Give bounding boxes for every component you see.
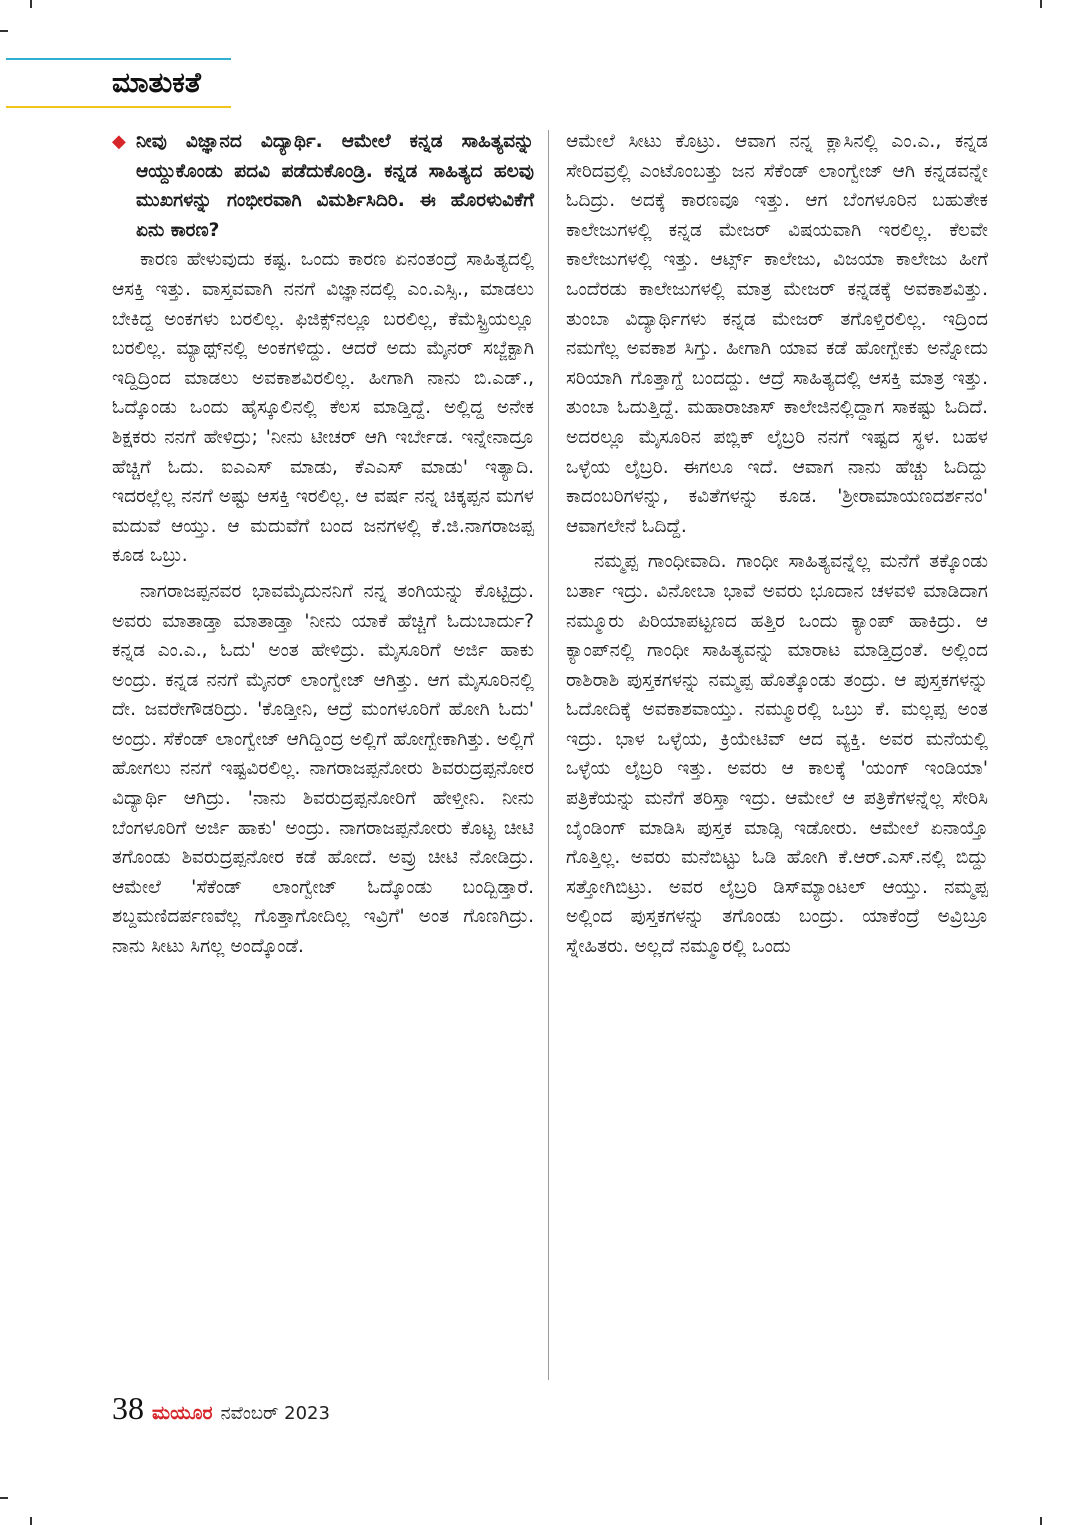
crop-mark-bottom-left	[30, 1517, 32, 1525]
magazine-logo: ಮಯೂರ	[152, 1402, 213, 1424]
page-number: 38	[112, 1390, 144, 1426]
answer-paragraph: ಕಾರಣ ಹೇಳುವುದು ಕಷ್ಟ. ಒಂದು ಕಾರಣ ಏನಂತಂದ್ರೆ ಸಾಹಿತ್ಯದಲ್ಲಿ ಆಸಕ್ತಿ ಇತ್ತು. ವಾಸ್ತವವಾಗಿ ನನಗೆ ವಿಜ್ಞಾನದಲ್ಲಿ ಎಂ.ಎಸ್ಸಿ., ಮಾಡಲು ಬೇಕಿದ್ದ ಅಂಕಗಳು ಬರಲಿಲ್ಲ. ಫಿಜಿಕ್ಸ್‌ನಲ್ಲೂ ಬರಲಿಲ್ಲ, ಕೆಮೆಸ್ಟ್ರಿಯಲ್ಲೂ ಬರಲಿಲ್ಲ. ಮ್ಯಾಥ್ಸ್‌ನಲ್ಲಿ ಅಂಕಗಳಿದ್ದು. ಆದರೆ ಅದು ಮೈನರ್ ಸಬ್ಜೆಕ್ಟಾಗಿ ಇದ್ದಿದ್ರಿಂದ ಮಾಡಲು ಅವಕಾಶವಿರಲಿಲ್ಲ. ಹೀಗಾಗಿ ನಾನು ಬಿ.ಎಡ್., ಓದ್ಕೊಂಡು ಒಂದು ಹೈಸ್ಕೂಲಿನಲ್ಲಿ ಕೆಲಸ ಮಾಡ್ತಿದ್ದೆ. ಅಲ್ಲಿದ್ದ ಅನೇಕ ಶಿಕ್ಷಕರು ನನಗೆ ಹೇಳಿದ್ರು; 'ನೀನು ಟೀಚರ್ ಆಗಿ ಇರ್ಬೇಡ. ಇನ್ನೇನಾದ್ರೂ ಹೆಚ್ಚಿಗೆ ಓದು. ಐಎಎಸ್ ಮಾಡು, ಕೆಎಎಸ್ ಮಾಡು' ಇತ್ಯಾದಿ. ಇದರಲ್ಲೆಲ್ಲ ನನಗೆ ಅಷ್ಟು ಆಸಕ್ತಿ ಇರಲಿಲ್ಲ. ಆ ವರ್ಷ ನನ್ನ ಚಿಕ್ಕಪ್ಪನ ಮಗಳ ಮದುವೆ ಆಯ್ತು. ಆ ಮದುವೆಗೆ ಬಂದ ಜನಗಳಲ್ಲಿ ಕೆ.ಜಿ.ನಾಗರಾಜಪ್ಪ ಕೂಡ ಒಬ್ರು.	[112, 249, 534, 567]
crop-mark-left-lower	[0, 1497, 8, 1499]
crop-mark-top-left	[30, 0, 32, 8]
answer-paragraph: ನಾಗರಾಜಪ್ಪನವರ ಭಾವಮೈದುನನಿಗೆ ನನ್ನ ತಂಗಿಯನ್ನು ಕೊಟ್ಟಿದ್ರು. ಅವರು ಮಾತಾಡ್ತಾ ಮಾತಾಡ್ತಾ 'ನೀನು ಯಾಕೆ ಹೆಚ್ಚಿಗೆ ಓದುಬಾರ್ದು? ಕನ್ನಡ ಎಂ.ಎ., ಓದು' ಅಂತ ಹೇಳಿದ್ರು. ಮೈಸೂರಿಗೆ ಅರ್ಜಿ ಹಾಕು ಅಂದ್ರು. ಕನ್ನಡ ನನಗೆ ಮೈನರ್ ಲಾಂಗ್ವೇಜ್ ಆಗಿತ್ತು. ಆಗ ಮೈಸೂರಿನಲ್ಲಿ ದೇ. ಜವರೇಗೌಡರಿದ್ರು. 'ಕೊಡ್ತೀನಿ, ಆದ್ರೆ ಮಂಗಳೂರಿಗೆ ಹೋಗಿ ಓದು' ಅಂದ್ರು. ಸೆಕೆಂಡ್ ಲಾಂಗ್ವೇಜ್ ಆಗಿದ್ದಿಂದ್ರ ಅಲ್ಲಿಗೆ ಹೋಗ್ಬೇಕಾಗಿತ್ತು. ಅಲ್ಲಿಗೆ ಹೋಗಲು ನನಗೆ ಇಷ್ಟವಿರಲಿಲ್ಲ. ನಾಗರಾಜಪ್ಪನೋರು ಶಿವರುದ್ರಪ್ಪನೋರ ವಿದ್ಯಾರ್ಥಿ ಆಗಿದ್ರು. 'ನಾನು ಶಿವರುದ್ರಪ್ಪನೋರಿಗೆ ಹೇಳ್ತೀನಿ. ನೀನು ಬೆಂಗಳೂರಿಗೆ ಅರ್ಜಿ ಹಾಕು' ಅಂದ್ರು. ನಾಗರಾಜಪ್ಪನೋರು ಕೊಟ್ಟ ಚೀಟಿ ತಗೊಂಡು ಶಿವರುದ್ರಪ್ಪನೋರ ಕಡೆ ಹೋದೆ. ಅವ್ರು ಚೀಟಿ ನೋಡಿದ್ರು. ಆಮೇಲೆ 'ಸೆಕೆಂಡ್ ಲಾಂಗ್ವೇಜ್ ಓದ್ಕೊಂಡು ಬಂದ್ಬಿಡ್ತಾರೆ. ಶಬ್ದಮಣಿದರ್ಪಣವೆಲ್ಲ ಗೊತ್ತಾಗೋದಿಲ್ಲ ಇವ್ರಿಗೆ' ಅಂತ ಗೊಣಗಿದ್ರು. ನಾನು ಸೀಟು ಸಿಗಲ್ಲ ಅಂದ್ಕೊಂಡೆ.	[112, 580, 534, 958]
crop-mark-bottom-right	[1040, 1517, 1042, 1525]
article-column-right	[566, 127, 988, 962]
crop-mark-left-upper	[0, 30, 8, 32]
diamond-bullet-icon: ◆	[112, 131, 126, 152]
header-rule-top	[6, 58, 231, 60]
header-rule-bottom	[6, 106, 231, 108]
answer-paragraph: ಆಮೇಲೆ ಸೀಟು ಕೊಟ್ರು. ಆವಾಗ ನನ್ನ ಕ್ಲಾಸಿನಲ್ಲಿ ಎಂ.ಎ., ಕನ್ನಡ ಸೇರಿದವ್ರಲ್ಲಿ ಎಂಟೊಂಬತ್ತು ಜನ ಸೆಕೆಂಡ್ ಲಾಂಗ್ವೇಜ್ ಆಗಿ ಕನ್ನಡವನ್ನೇ ಓದಿದ್ರು. ಅದಕ್ಕೆ ಕಾರಣವೂ ಇತ್ತು. ಆಗ ಬೆಂಗಳೂರಿನ ಬಹುತೇಕ ಕಾಲೇಜುಗಳಲ್ಲಿ ಕನ್ನಡ ಮೇಜರ್ ವಿಷಯವಾಗಿ ಇರಲಿಲ್ಲ. ಕೆಲವೇ ಕಾಲೇಜುಗಳಲ್ಲಿ ಇತ್ತು. ಆರ್ಟ್ಸ್ ಕಾಲೇಜು, ವಿಜಯಾ ಕಾಲೇಜು ಹೀಗೆ ಒಂದೆರಡು ಕಾಲೇಜುಗಳಲ್ಲಿ ಮಾತ್ರ ಮೇಜರ್ ಕನ್ನಡಕ್ಕೆ ಅವಕಾಶವಿತ್ತು. ತುಂಬಾ ವಿದ್ಯಾರ್ಥಿಗಳು ಕನ್ನಡ ಮೇಜರ್ ತಗೊಳ್ತಿರಲಿಲ್ಲ. ಇದ್ರಿಂದ ನಮಗೆಲ್ಲ ಅವಕಾಶ ಸಿಗ್ತು. ಹೀಗಾಗಿ ಯಾವ ಕಡೆ ಹೋಗ್ಬೇಕು ಅನ್ನೋದು ಸರಿಯಾಗಿ ಗೊತ್ತಾಗ್ದೆ ಬಂದದ್ದು. ಆದ್ರೆ ಸಾಹಿತ್ಯದಲ್ಲಿ ಆಸಕ್ತಿ ಮಾತ್ರ ಇತ್ತು. ತುಂಬಾ ಓದುತ್ತಿದ್ದೆ. ಮಹಾರಾಜಾಸ್ ಕಾಲೇಜಿನಲ್ಲಿದ್ದಾಗ ಸಾಕಷ್ಟು ಓದಿದೆ. ಅದರಲ್ಲೂ ಮೈಸೂರಿನ ಪಬ್ಲಿಕ್ ಲೈಬ್ರರಿ ನನಗೆ ಇಷ್ಟದ ಸ್ಥಳ. ಬಹಳ ಒಳ್ಳೆಯ ಲೈಬ್ರರಿ. ಈಗಲೂ ಇದೆ. ಆವಾಗ ನಾನು ಹೆಚ್ಚು ಓದಿದ್ದು ಕಾದಂಬರಿಗಳನ್ನು, ಕವಿತೆಗಳನ್ನು ಕೂಡ. 'ಶ್ರೀರಾಮಾಯಣದರ್ಶನಂ' ಆವಾಗಲೇನೆ ಓದಿದ್ದೆ.	[566, 131, 988, 537]
article-column-left	[112, 127, 534, 962]
interview-question	[112, 127, 534, 245]
section-title: ಮಾತುಕತೆ	[112, 66, 201, 99]
answer-paragraph: ನಮ್ಮಪ್ಪ ಗಾಂಧೀವಾದಿ. ಗಾಂಧೀ ಸಾಹಿತ್ಯವನ್ನೆಲ್ಲ ಮನೆಗೆ ತಕ್ಕೊಂಡು ಬರ್ತಾ ಇದ್ರು. ವಿನೋಬಾ ಭಾವೆ ಅವರು ಭೂದಾನ ಚಳವಳಿ ಮಾಡಿದಾಗ ನಮ್ಮೂರು ಪಿರಿಯಾಪಟ್ಟಣದ ಹತ್ತಿರ ಒಂದು ಕ್ಯಾಂಪ್ ಹಾಕಿದ್ರು. ಆ ಕ್ಯಾಂಪ್‌ನಲ್ಲಿ ಗಾಂಧೀ ಸಾಹಿತ್ಯವನ್ನು ಮಾರಾಟ ಮಾಡ್ತಿದ್ರಂತೆ. ಅಲ್ಲಿಂದ ರಾಶಿರಾಶಿ ಪುಸ್ತಕಗಳನ್ನು ನಮ್ಮಪ್ಪ ಹೊತ್ಕೊಂಡು ತಂದ್ರು. ಆ ಪುಸ್ತಕಗಳನ್ನು ಓದೋದಿಕ್ಕೆ ಅವಕಾಶವಾಯ್ತು. ನಮ್ಮೂರಲ್ಲಿ ಒಬ್ರು ಕೆ. ಮಲ್ಲಪ್ಪ ಅಂತ ಇದ್ರು. ಭಾಳ ಒಳ್ಳೆಯ, ಕ್ರಿಯೇಟಿವ್ ಆದ ವ್ಯಕ್ತಿ. ಅವರ ಮನೆಯಲ್ಲಿ ಒಳ್ಳೆಯ ಲೈಬ್ರರಿ ಇತ್ತು. ಅವರು ಆ ಕಾಲಕ್ಕೆ 'ಯಂಗ್ ಇಂಡಿಯಾ' ಪತ್ರಿಕೆಯನ್ನು ಮನೆಗೆ ತರಿಸ್ತಾ ಇದ್ರು. ಆಮೇಲೆ ಆ ಪತ್ರಿಕೆಗಳನ್ನೆಲ್ಲ ಸೇರಿಸಿ ಬೈಂಡಿಂಗ್ ಮಾಡಿಸಿ ಪುಸ್ತಕ ಮಾಡ್ಸಿ ಇಡೋರು. ಆಮೇಲೆ ಏನಾಯ್ತೊ ಗೊತ್ತಿಲ್ಲ. ಅವರು ಮನೆಬಿಟ್ಟು ಓಡಿ ಹೋಗಿ ಕೆ.ಆರ್.ಎಸ್.ನಲ್ಲಿ ಬಿದ್ದು ಸತ್ತೋಗಿಬಿಟ್ರು. ಅವರ ಲೈಬ್ರರಿ ಡಿಸ್‌ಮ್ಯಾಂಟಲ್ ಆಯ್ತು. ನಮ್ಮಪ್ಪ ಅಲ್ಲಿಂದ ಪುಸ್ತಕಗಳನ್ನು ತಗೊಂಡು ಬಂದ್ರು. ಯಾಕೆಂದ್ರೆ ಅವ್ರಿಬ್ರೂ ಸ್ನೇಹಿತರು. ಅಲ್ಲದೆ ನಮ್ಮೂರಲ್ಲಿ ಒಂದು	[566, 551, 988, 958]
page-footer	[112, 1390, 330, 1430]
crop-mark-top-right	[1040, 0, 1042, 8]
issue-date: ನವೆಂಬರ್ 2023	[220, 1403, 330, 1424]
column-divider	[548, 130, 549, 1380]
question-text: ನೀವು ವಿಜ್ಞಾನದ ವಿದ್ಯಾರ್ಥಿ. ಆಮೇಲೆ ಕನ್ನಡ ಸಾಹಿತ್ಯವನ್ನು ಆಯ್ದುಕೊಂಡು ಪದವಿ ಪಡೆದುಕೊಂಡ್ರಿ. ಕನ್ನಡ ಸಾಹಿತ್ಯದ ಹಲವು ಮುಖಗಳನ್ನು ಗಂಭೀರವಾಗಿ ವಿಮರ್ಶಿಸಿದಿರಿ. ಈ ಹೊರಳುವಿಕೆಗೆ ಏನು ಕಾರಣ?	[136, 131, 534, 241]
